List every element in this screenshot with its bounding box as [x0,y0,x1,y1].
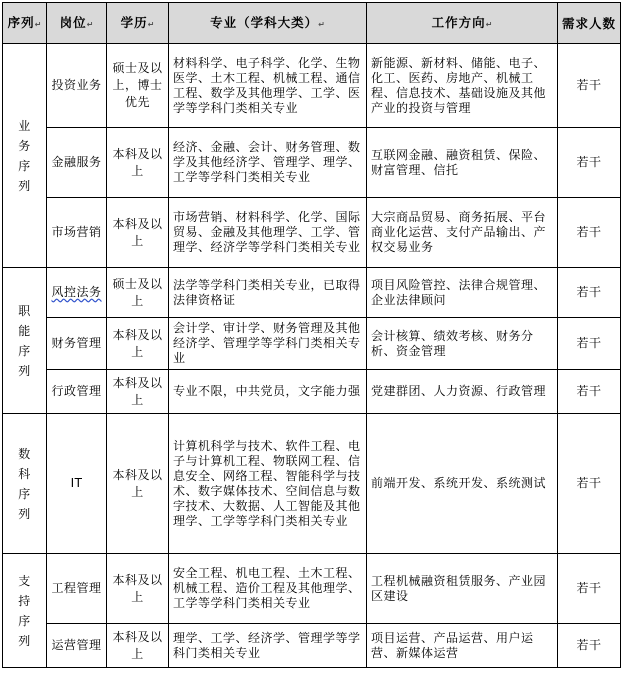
row-education: 本科及以上 [107,414,169,554]
row-need: 若干 [558,554,621,624]
row-position: 行政管理 [47,370,107,414]
table-row [3,318,621,370]
row-need: 若干 [558,370,621,414]
row-need: 若干 [558,128,621,198]
row-direction: 大宗商品贸易、商务拓展、平台商业化运营、支付产品输出、产权交易业务 [367,198,558,268]
row-need: 若干 [558,268,621,318]
row-direction: 工程机械融资租赁服务、产业园区建设 [367,554,558,624]
group-business: 业务序列 [3,44,47,268]
row-position: 财务管理 [47,318,107,370]
row-education: 本科及以上 [107,554,169,624]
row-position: 运营管理 [47,624,107,668]
row-major: 安全工程、机电工程、土木工程、机械工程、造价工程及其他理学、工学等学科门类相关专业 [169,554,367,624]
header-pos: 岗位↵ [47,3,107,44]
row-major: 计算机科学与技术、软件工程、电子与计算机工程、物联网工程、信息安全、网络工程、智能科学与技术、数字媒体技术、空间信息与数字技术、大数据、人工智能及其他理学、工学等学科门类相关专业 [169,414,367,554]
row-position: 风控法务 [47,268,107,318]
row-major: 经济、金融、会计、财务管理、数学及其他经济学、管理学、理学、工学等学科门类相关专业 [169,128,367,198]
table-row [3,128,621,198]
row-position: 金融服务 [47,128,107,198]
row-major: 会计学、审计学、财务管理及其他经济学、管理学等学科门类相关专业 [169,318,367,370]
table-row [3,414,621,554]
header-need: 需求人数 [558,3,621,44]
table-row [3,268,621,318]
header-row [3,3,621,44]
row-major: 理学、工学、经济学、管理学等学科门类相关专业 [169,624,367,668]
table-row [3,44,621,128]
row-need: 若干 [558,44,621,128]
row-education: 硕士及以上 [107,268,169,318]
recruitment-table [2,2,621,668]
table-row [3,370,621,414]
row-direction: 项目风险管控、法律合规管理、企业法律顾问 [367,268,558,318]
row-education: 本科及以上 [107,624,169,668]
row-education: 本科及以上 [107,128,169,198]
row-direction: 互联网金融、融资租赁、保险、财富管理、信托 [367,128,558,198]
row-need: 若干 [558,414,621,554]
row-direction: 新能源、新材料、储能、电子、化工、医药、房地产、机械工程、信息技术、基础设施及其他产业的投资与管理 [367,44,558,128]
table-row [3,554,621,624]
group-function: 职能序列 [3,268,47,414]
row-major: 专业不限，中共党员，文字能力强 [169,370,367,414]
row-education: 本科及以上 [107,370,169,414]
row-position: 投资业务 [47,44,107,128]
row-direction: 党建群团、人力资源、行政管理 [367,370,558,414]
row-need: 若干 [558,318,621,370]
row-major: 市场营销、材料科学、化学、国际贸易、金融及其他理学、工学、管理学、经济学等学科门类相关专业 [169,198,367,268]
row-major: 法学等学科门类相关专业，已取得法律资格证 [169,268,367,318]
table-row [3,198,621,268]
row-need: 若干 [558,198,621,268]
row-need: 若干 [558,624,621,668]
row-position: 市场营销 [47,198,107,268]
header-major: 专业（学科大类）↵ [169,3,367,44]
row-education: 本科及以上 [107,318,169,370]
row-direction: 前端开发、系统开发、系统测试 [367,414,558,554]
row-direction: 会计核算、绩效考核、财务分析、资金管理 [367,318,558,370]
header-edu: 学历↵ [107,3,169,44]
group-datatech: 数科序列 [3,414,47,554]
row-education: 硕士及以上，博士优先 [107,44,169,128]
row-position: IT [47,414,107,554]
row-major: 材料科学、电子科学、化学、生物医学、土木工程、机械工程、通信工程、数学及其他理学、工学、医学等学科门类相关专业 [169,44,367,128]
table-row [3,624,621,668]
row-direction: 项目运营、产品运营、用户运营、新媒体运营 [367,624,558,668]
header-seq: 序列↵ [3,3,47,44]
row-position: 工程管理 [47,554,107,624]
row-education: 本科及以上 [107,198,169,268]
group-support: 支持序列 [3,554,47,668]
header-dir: 工作方向↵ [367,3,558,44]
